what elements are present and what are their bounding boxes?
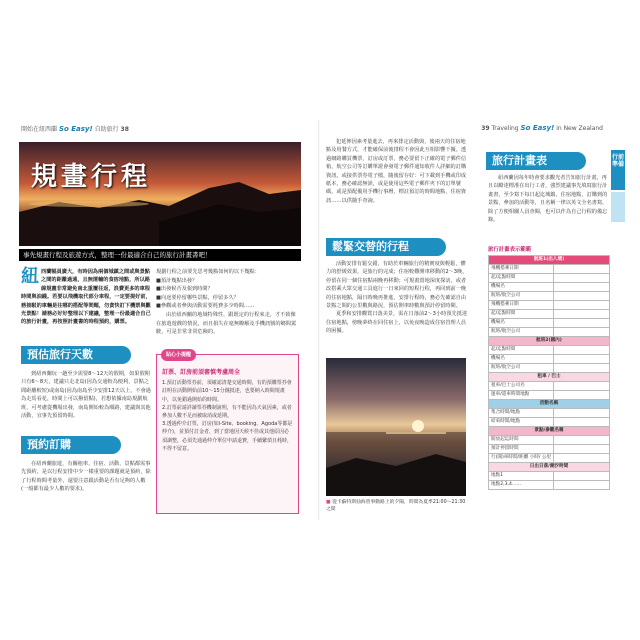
plan-field-label: 地點1 [489,472,554,481]
days-paragraph: 到紐西蘭玩一趟至少需要8～12天的假期，如果假期只有6～8天，建議只走北島(因為交通較為便利，景點之間距離較短)或南島(因為南島至少安排12天以上，不會過為走馬看花，時間上可以撥留點)，若想依據南島規劃航班，可考慮從機場出發，南島開始較為順路，建議與其他活動，宜事先預留時間。 [21,371,151,420]
right-header-subtitle: in New Zealand [556,125,603,132]
travel-plan-table [488,255,610,490]
plan-field-value [554,283,610,292]
plan-table-row [489,463,610,472]
plan-table-row [489,436,610,445]
plan-table-title: 旅行計畫表示範範 [488,247,532,253]
intro-column [21,268,151,327]
plan-table-row [489,256,610,265]
plan-field-value [554,310,610,319]
section-body-booking [21,460,151,494]
plan-field-value [554,445,610,454]
section-body-pace [326,260,468,336]
right-header-brand: So Easy! [520,124,555,132]
left-header-label: 開始在紐西蘭 [21,126,58,133]
plan-band-label: 日出日落/潮汐時間 [489,463,610,472]
plan-field-label: 運車/還車時間地點 [489,391,554,400]
caption-text: 從卡蘇特斯仙海曾事動路上的夕陽，時間為夏季21:00～21:30之間 [326,500,466,512]
booking-paragraph: 在紐西蘭旅遊，有關租車、住宿、活動、景點都需事先預約，是以行程安排中少一樣重要的課題就是預約，除了行程時間考量外，還要注意跟活動是否有足夠的人數(一般都有最少人數的要求)。 [21,461,151,493]
plan-table-row [489,445,610,454]
plan-table-row [489,472,610,481]
plan-field-value [554,472,610,481]
plan-band-label: 租車 / 巴士 [489,373,610,382]
plan-intro: 紐西蘭因每年時會要求觀光者告知旅行計畫，再且以瞭達標准在出行工者，強烈建議事先填寫旅行計畫書，至少寫下每日起迄城鎮，住宿地點，訂購到的景點，參加的活動等，且名稱一律以英文全名書寫，除了方便相關人員查閱，也可以作為自己行程的備忘錄。 [488,175,608,224]
page-title: 規畫行程 [31,162,152,192]
plan-table-row [489,400,610,409]
plan-field-label: 飛機搭乘日期 [489,301,554,310]
left-page-number: 38 [120,126,129,133]
question-item: ■參觀或者參與活動需要耗費多少時間…… [156,303,255,310]
plan-table-row [489,355,610,364]
side-tab-secondary [611,192,625,222]
plan-table-row [489,265,610,274]
hero-subtitle: 事先規畫行程及旅遊方式，整理一份最適合自己的旅行計畫書吧！ [19,249,301,261]
plan-band-label: 景點/參觀名稱 [489,427,610,436]
pace-paragraph-2: 夏季和安排觀賞日落美景，需在日落前2～3小時預先抵達住宿地點，傍晚夢終在回住宿上，以免夜晚造成住宿管理人員的困擾。 [326,311,468,335]
left-page [15,120,320,520]
plan-band-label: 航班1(出入境) [489,256,610,265]
right-top-paragraph: 犯延伸因素考量進去，再來排定活動與，後兩天的住宿地點及用餐方式，才能確保前後排程不會因此互相影響干擾。透過網路購買機票，訂房或訂票，務必要留下正確的電子郵件信箱，航空公司等訂購單證會發電子郵件通知收件人詳細的訂購資訊，或接供票券電子檔，隨後留存好：可下載到手機或印成紙本，務必確認無誤，或是使用這些電子郵件夾下的訂單號碼，或是預配備用手機行事曆，標註預訂的時間地點，住宿資訊……以供隨手查詢。 [326,139,467,204]
plan-field-value [554,364,610,373]
plan-field-value [554,355,610,364]
sunset-photo [326,358,466,496]
plan-table-row [489,382,610,391]
plan-table-row [489,337,610,346]
plan-field-label: 結束時間/地點 [489,418,554,427]
questions-intro: 規劃行程之前要先思考幾點如何的以下幾點： [156,269,260,275]
pace-paragraph: 活動安排有鬆交錯，有助於車輛旅行的精實度與輕鬆，體力的舒緩效果，是旅行的完成；住宿較難開車移動的2～3晚，停留在同一個住宿點兩晚再移動；可規畫當地深度探訪，或者改搭乘大眾交通工具進行一日來回的短程行程，再回到前一晚的住宿地點，隔日時晚再推進，安排行程時，務必先確認自由景點之間的公里數與路況，預估開車時數與預計停留時間。 [326,261,468,310]
tip-item: 2.訂票前請詳讀票券機制說明，有不能因為天氣因素，或者參加人數不足而被取消或延期。 [162,404,292,420]
tip-box [156,354,299,514]
plan-field-label: 起/迄點時間 [489,274,554,283]
question-item: ■向途要停留哪些景點，停留多久？ [156,294,239,301]
plan-field-value [554,292,610,301]
left-running-header [21,124,129,133]
side-tab-preparation: 行前準備 [611,150,625,190]
plan-intro-column [488,174,610,224]
drop-cap: 紐 [21,266,39,287]
plan-field-label: 機場名 [489,319,554,328]
plan-field-label: 航班/航空公司 [489,328,554,337]
plan-table-row [489,292,610,301]
plan-field-value [554,301,610,310]
plan-table-row [489,346,610,355]
plan-field-label: 地點2,3,4…… [489,481,554,490]
question-item: ■出發候否及報到時間？ [156,286,213,293]
caption-marker: ■ [326,500,331,505]
plan-field-value [554,265,610,274]
tip-item: 1.預訂活動票券前，須確認清楚交通時間，有的預購票券會註明在活動開始前10～15分鐘抵達，也要納入時間規畫中，以免錯過開始的時間。 [162,380,292,403]
plan-field-value [554,481,610,490]
plan-field-label: 機場名 [489,283,554,292]
plan-field-value [554,346,610,355]
plan-table-row [489,310,610,319]
plan-field-value [554,391,610,400]
plan-field-value [554,418,610,427]
questions-block [156,268,299,337]
plan-field-value [554,454,610,463]
plan-band-label: 航班2(國內) [489,337,610,346]
plan-table-row [489,409,610,418]
right-page-number: 39 [481,125,490,132]
question-item: ■預計幾點出發？ [156,277,198,284]
hero-image [19,142,301,246]
plan-field-label: 飛機搭乘日期 [489,265,554,274]
right-top-column [326,138,468,205]
plan-field-label: 起/迄點時間 [489,346,554,355]
plan-field-value [554,319,610,328]
tip-heading: 訂票、訂房前須審慎考慮周全 [162,369,241,376]
section-title-days: 預估旅行天數 [21,346,131,364]
plan-field-label: 租車/巴士公司名 [489,382,554,391]
plan-table-row [489,274,610,283]
plan-field-label: 起/迄點時間 [489,310,554,319]
plan-field-label: 航班/航空公司 [489,292,554,301]
section-body-days [21,370,151,420]
plan-table-row [489,427,610,436]
left-header-section: 自助旅行 [94,126,119,133]
plan-field-label: 集合時間/地點 [489,409,554,418]
plan-table-row [489,391,610,400]
sunset-sea-illustration [326,358,466,496]
plan-field-label: 開放起迄時間 [489,436,554,445]
plan-field-value [554,382,610,391]
plan-table-row [489,283,610,292]
right-running-header [481,124,603,132]
plan-field-label: 機場名 [489,355,554,364]
plan-band-label: 活動名稱 [489,400,610,409]
right-page [320,120,625,520]
plan-field-label: 預計停留時間 [489,445,554,454]
plan-table-row [489,454,610,463]
right-header-title: Traveling [491,125,519,132]
section-title-booking: 預約訂購 [21,436,121,454]
questions-tail: 由於紐西蘭的地域特殊性，跟既定的行程來走，才不致像在旅遊遊戲的情況，而且損失在毫無瞭解及手機訊號的鄉間駕駛，可是非常非常危險的。 [156,311,297,336]
tip-item: 3.透過仲介訂票，訂房(如i-Site、booking、Agoda等都是仲介)，並預付訂金者，到了當地因天候不佳或其他原因必須調整，必須先通過仲介單位申請退費，手續繁瑣且耗時，不得不留意。 [162,421,293,452]
plan-field-label: 航班/航空公司 [489,364,554,373]
plan-table-row [489,301,610,310]
section-title-plan: 旅行計畫表 [486,152,586,170]
plan-table-row [489,364,610,373]
plan-field-value [554,274,610,283]
plan-field-value [554,436,610,445]
plan-table-row [489,373,610,382]
plan-table-row [489,418,610,427]
tip-badge: 貼心小提醒 [161,349,196,361]
plan-table-row [489,481,610,490]
intro-text: 西蘭幅員廣大，有時因為兩個城鎮之間或與景點之間的距離過遠，且無運輸的食宿地點，所以路線規畫非常避免南北重覆往返，浪費更多的車程時間與油錢。若要以飛機取代部分車程，一定要提好前，務接駁的車輛是往哪的搭配等問題，勿貪快訂下機票與觀光景點！請務必好好整理以下建議，整理一份最適合自己的旅行計畫，再按照計畫書的時程預約，購票。 [21,269,151,326]
plan-field-value [554,328,610,337]
plan-field-value [554,409,610,418]
plan-field-label: 行(開)車時間/距離 小時/ 公里 [489,454,554,463]
plan-table-row [489,319,610,328]
section-title-pace: 鬆緊交替的行程 [326,238,446,256]
left-header-brand: So Easy! [58,125,93,133]
photo-caption [326,499,466,513]
plan-table-row [489,328,610,337]
